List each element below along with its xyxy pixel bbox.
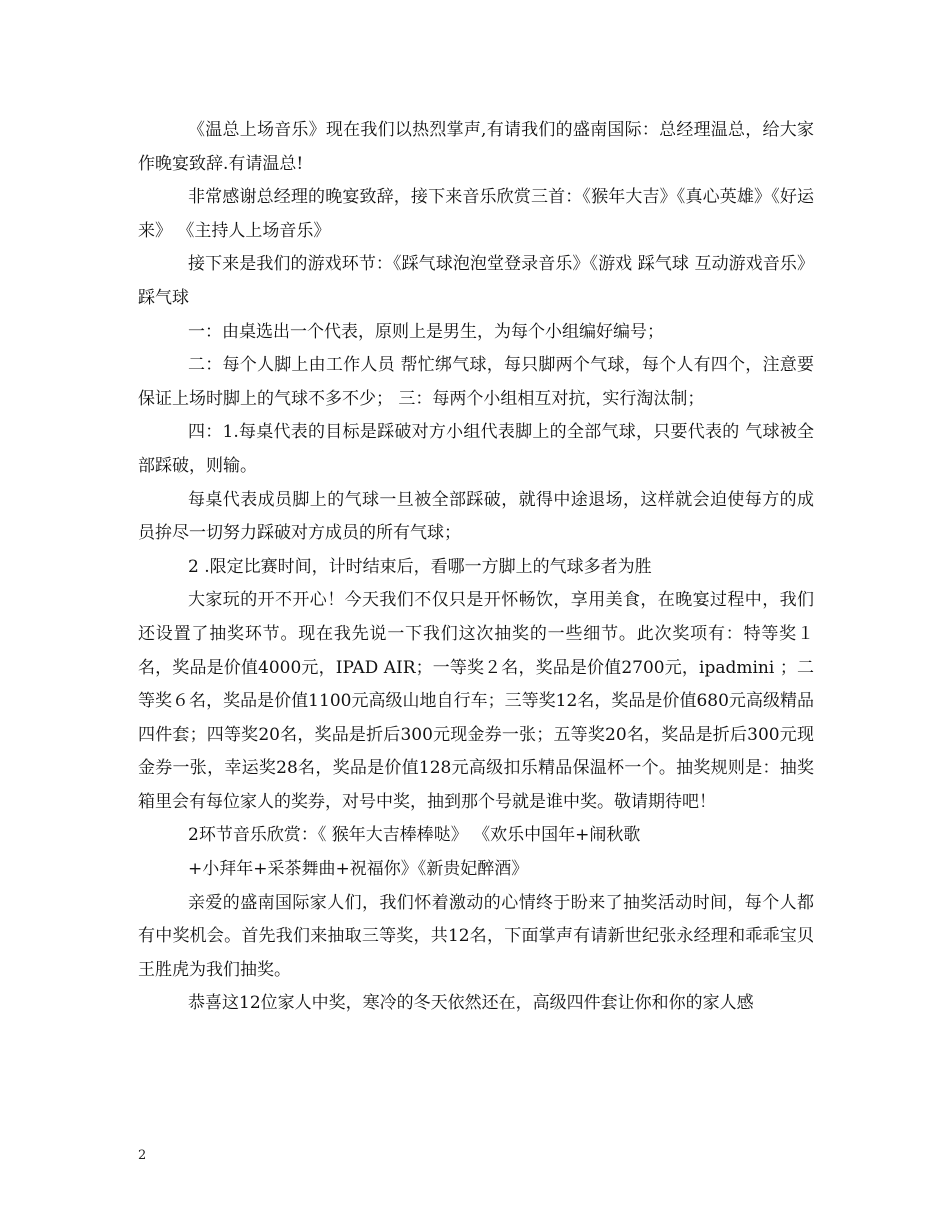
paragraph-elimination: 每桌代表成员脚上的气球一旦被全部踩破，就得中途退场，这样就会迫使每方的成员拚尽一切努力踩破对方成员的所有气球； — [138, 489, 814, 544]
paragraph-opening-remarks: 《温总上场音乐》现在我们以热烈掌声,有请我们的盛南国际：总经理温总，给大家作晚宴致辞.有请温总! — [138, 120, 814, 174]
paragraph-rule-two-three: 二：每个人脚上由工作人员 帮忙绑气球，每只脚两个气球，每个人有四个，注意要保证上场时脚上的气球不多不少； 三：每两个小组相互对抗，实行淘汰制； — [138, 355, 814, 409]
paragraph-music-segment: 2环节音乐欣赏：《 猴年大吉棒棒哒》 《欢乐中国年+闹秋歌 — [188, 825, 641, 846]
paragraph-rule-four: 四：1.每桌代表的目标是踩破对方小组代表脚上的全部气球，只要代表的 气球被全部踩破，则输。 — [138, 422, 814, 476]
paragraph-game-intro: 接下来是我们的游戏环节：《踩气球泡泡堂登录音乐》《游戏 踩气球 互动游戏音乐》 踩气球 — [138, 254, 814, 308]
document-body — [138, 114, 814, 1021]
paragraph-third-prize-draw: 亲爱的盛南国际家人们，我们怀着激动的心情终于盼来了抽奖活动时间，每个人都有中奖机会。首先我们来抽取三等奖，共12名，下面掌声有请新世纪张永经理和乖乖宝贝王胜虎为我们抽奖。 — [138, 892, 814, 980]
paragraph-lottery-details: 大家玩的开不开心！今天我们不仅只是开怀畅饮，享用美食，在晚宴过程中，我们还设置了抽奖环节。现在我先说一下我们这次抽奖的一些细节。此次奖项有：特等奖１名，奖品是价值4000元，IPAD AIR；一等奖２名，奖品是价值2700元，ipadmini ；二等奖６名，奖品是价值1100元高级山地自行车；三等奖12名，奖品是价值680元高级精品四件套；四等奖20名，奖品是折后300元现金券一张；五等奖20名，奖品是折后300元现金券一张，幸运奖28名，奖品是价值128元高级扣乐精品保温杯一个。抽奖规则是：抽奖箱里会有每位家人的奖券，对号中奖，抽到那个号就是谁中奖。敬请期待吧！ — [138, 590, 814, 812]
paragraph-time-limit: 2 .限定比赛时间，计时结束后，看哪一方脚上的气球多者为胜 — [188, 556, 652, 577]
paragraph-music-appreciation: 非常感谢总经理的晚宴致辞，接下来音乐欣赏三首：《猴年大吉》《真心英雄》《好运来》 《主持人上场音乐》 — [138, 187, 814, 241]
paragraph-congratulations: 恭喜这12位家人中奖，寒冷的冬天依然还在，高级四件套让你和你的家人感 — [188, 993, 754, 1014]
page-number: 2 — [138, 1148, 147, 1163]
paragraph-rule-one: 一：由桌选出一个代表，原则上是男生，为每个小组编好编号； — [188, 321, 664, 342]
paragraph-music-segment-continued: +小拜年+采茶舞曲+祝福你》《新贵妃醉酒》 — [188, 859, 529, 880]
